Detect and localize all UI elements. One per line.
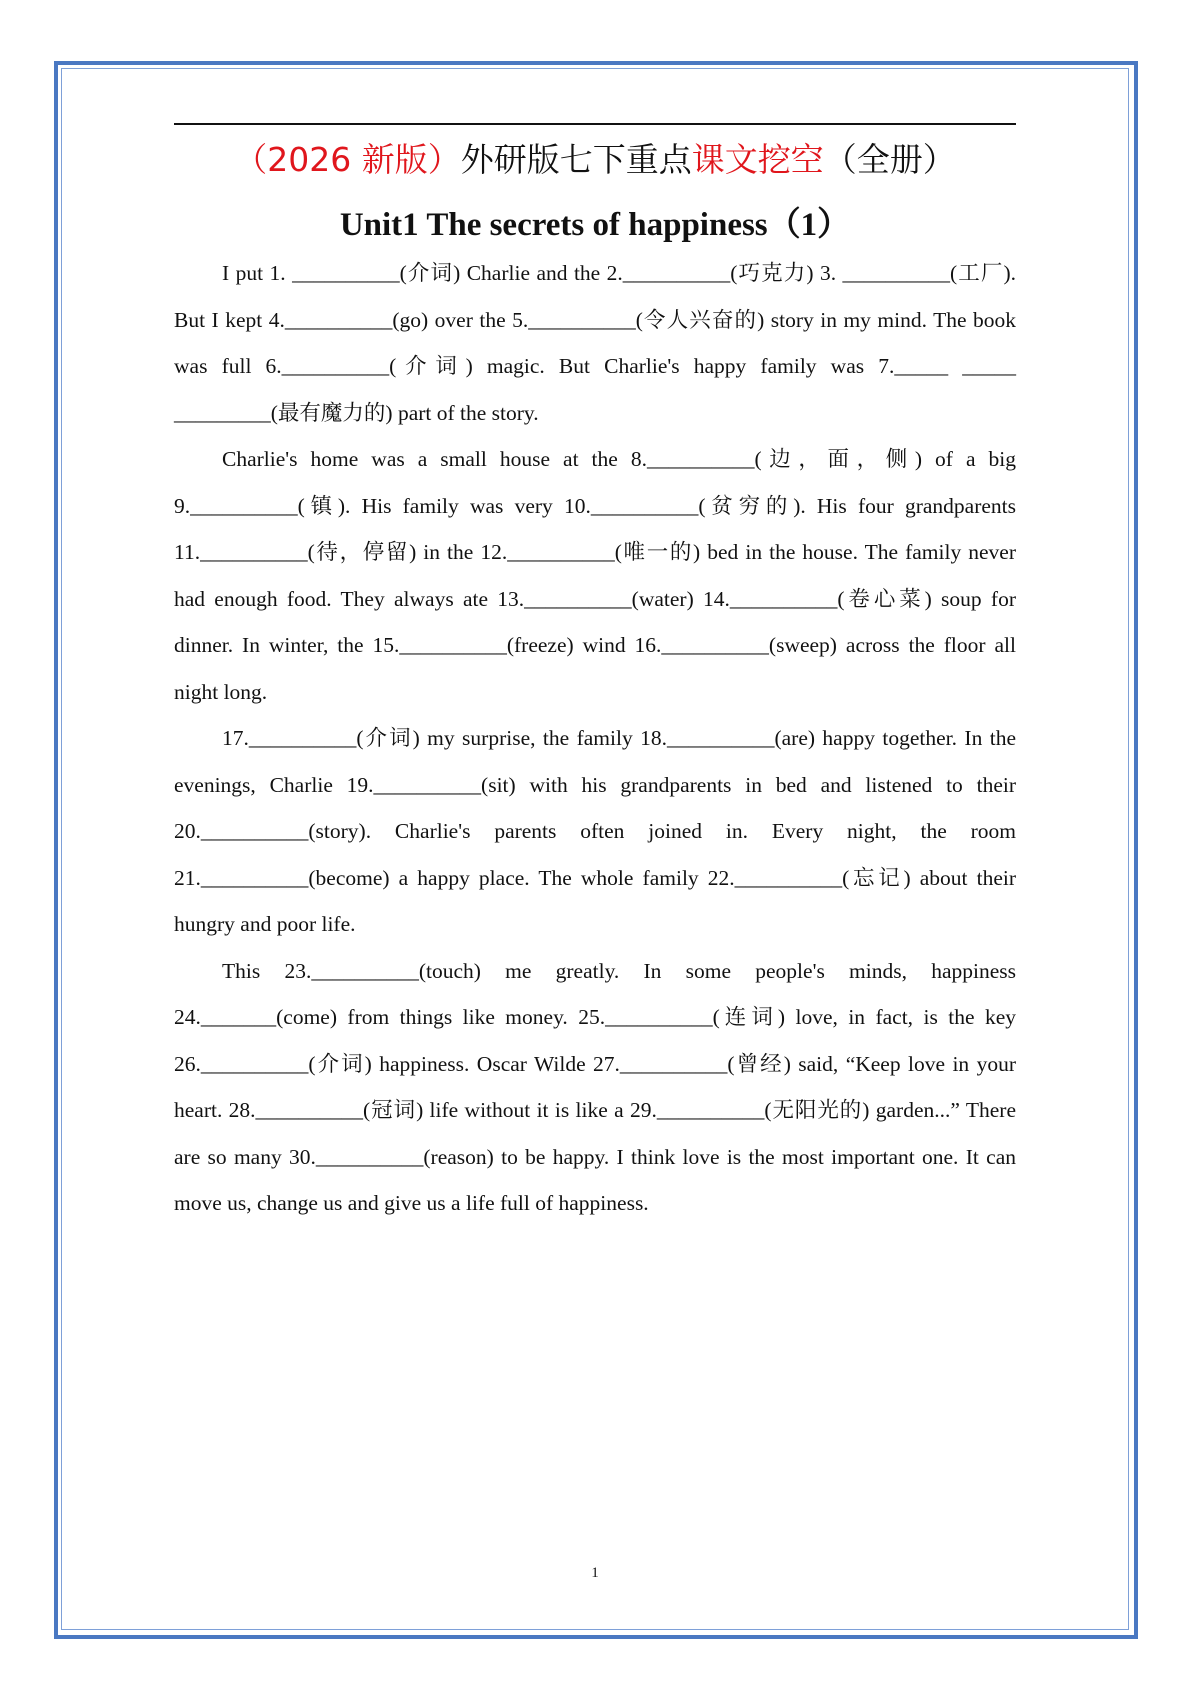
title-exercise-type: 课文挖空 xyxy=(691,140,824,179)
paragraph-4: This 23.__________(touch) me greatly. In some people's minds, happiness 24._______(come) from things like money. 25.__________(连词) love, in fact, is the key 26.__________(介词) happiness. Oscar Wilde 27.__________(曾经) said, “Keep love in your heart. 28.__________(冠词) life without it is like a 29.__________(无阳光的) garden...” There are so many 30.__________(reason) to be happy. I think love is the most important one. It can move us, change us and give us a life full of happiness. xyxy=(174,958,1016,1215)
paragraph-3: 17.__________(介词) my surprise, the family 18.__________(are) happy together. In the evenings, Charlie 19.__________(sit) with his grandparents in bed and listened to their 20.__________(story). Charlie's parents often joined in. Every night, the room 21.__________(become) a happy place. The whole family 22.__________(忘记) about their hungry and poor life. xyxy=(174,726,1016,936)
unit-heading: Unit1 The secrets of happiness（1） xyxy=(339,207,851,243)
document-title xyxy=(0,134,1190,181)
title-edition: （2026 新版） xyxy=(234,140,461,179)
paragraph-1: I put 1. __________(介词) Charlie and the 2.__________(巧克力) 3. __________(工厂). But I kept 4.__________(go) over the 5.__________(令人兴奋的) story in my mind. The book was full 6.__________(介词) magic. But Charlie's happy family was 7._____ _____ _________(最有魔力的) part of the story. xyxy=(174,261,1016,425)
header-rule xyxy=(174,123,1016,125)
paragraph-2: Charlie's home was a small house at the 8.__________(边，面，侧) of a big 9.__________(镇). His family was very 10.__________(贫穷的). His four grandparents 11.__________(待，停留) in the 12.__________(唯一的) bed in the house. The family never had enough food. They always ate 13.__________(water) 14.__________(卷心菜) soup for dinner. In winter, the 15.__________(freeze) wind 16.__________(sweep) across the floor all night long. xyxy=(174,447,1016,704)
passage xyxy=(174,250,1016,1227)
page-number: 1 xyxy=(591,1565,599,1581)
title-textbook: 外研版七下重点 xyxy=(460,140,692,179)
title-scope: （全册） xyxy=(823,140,956,179)
